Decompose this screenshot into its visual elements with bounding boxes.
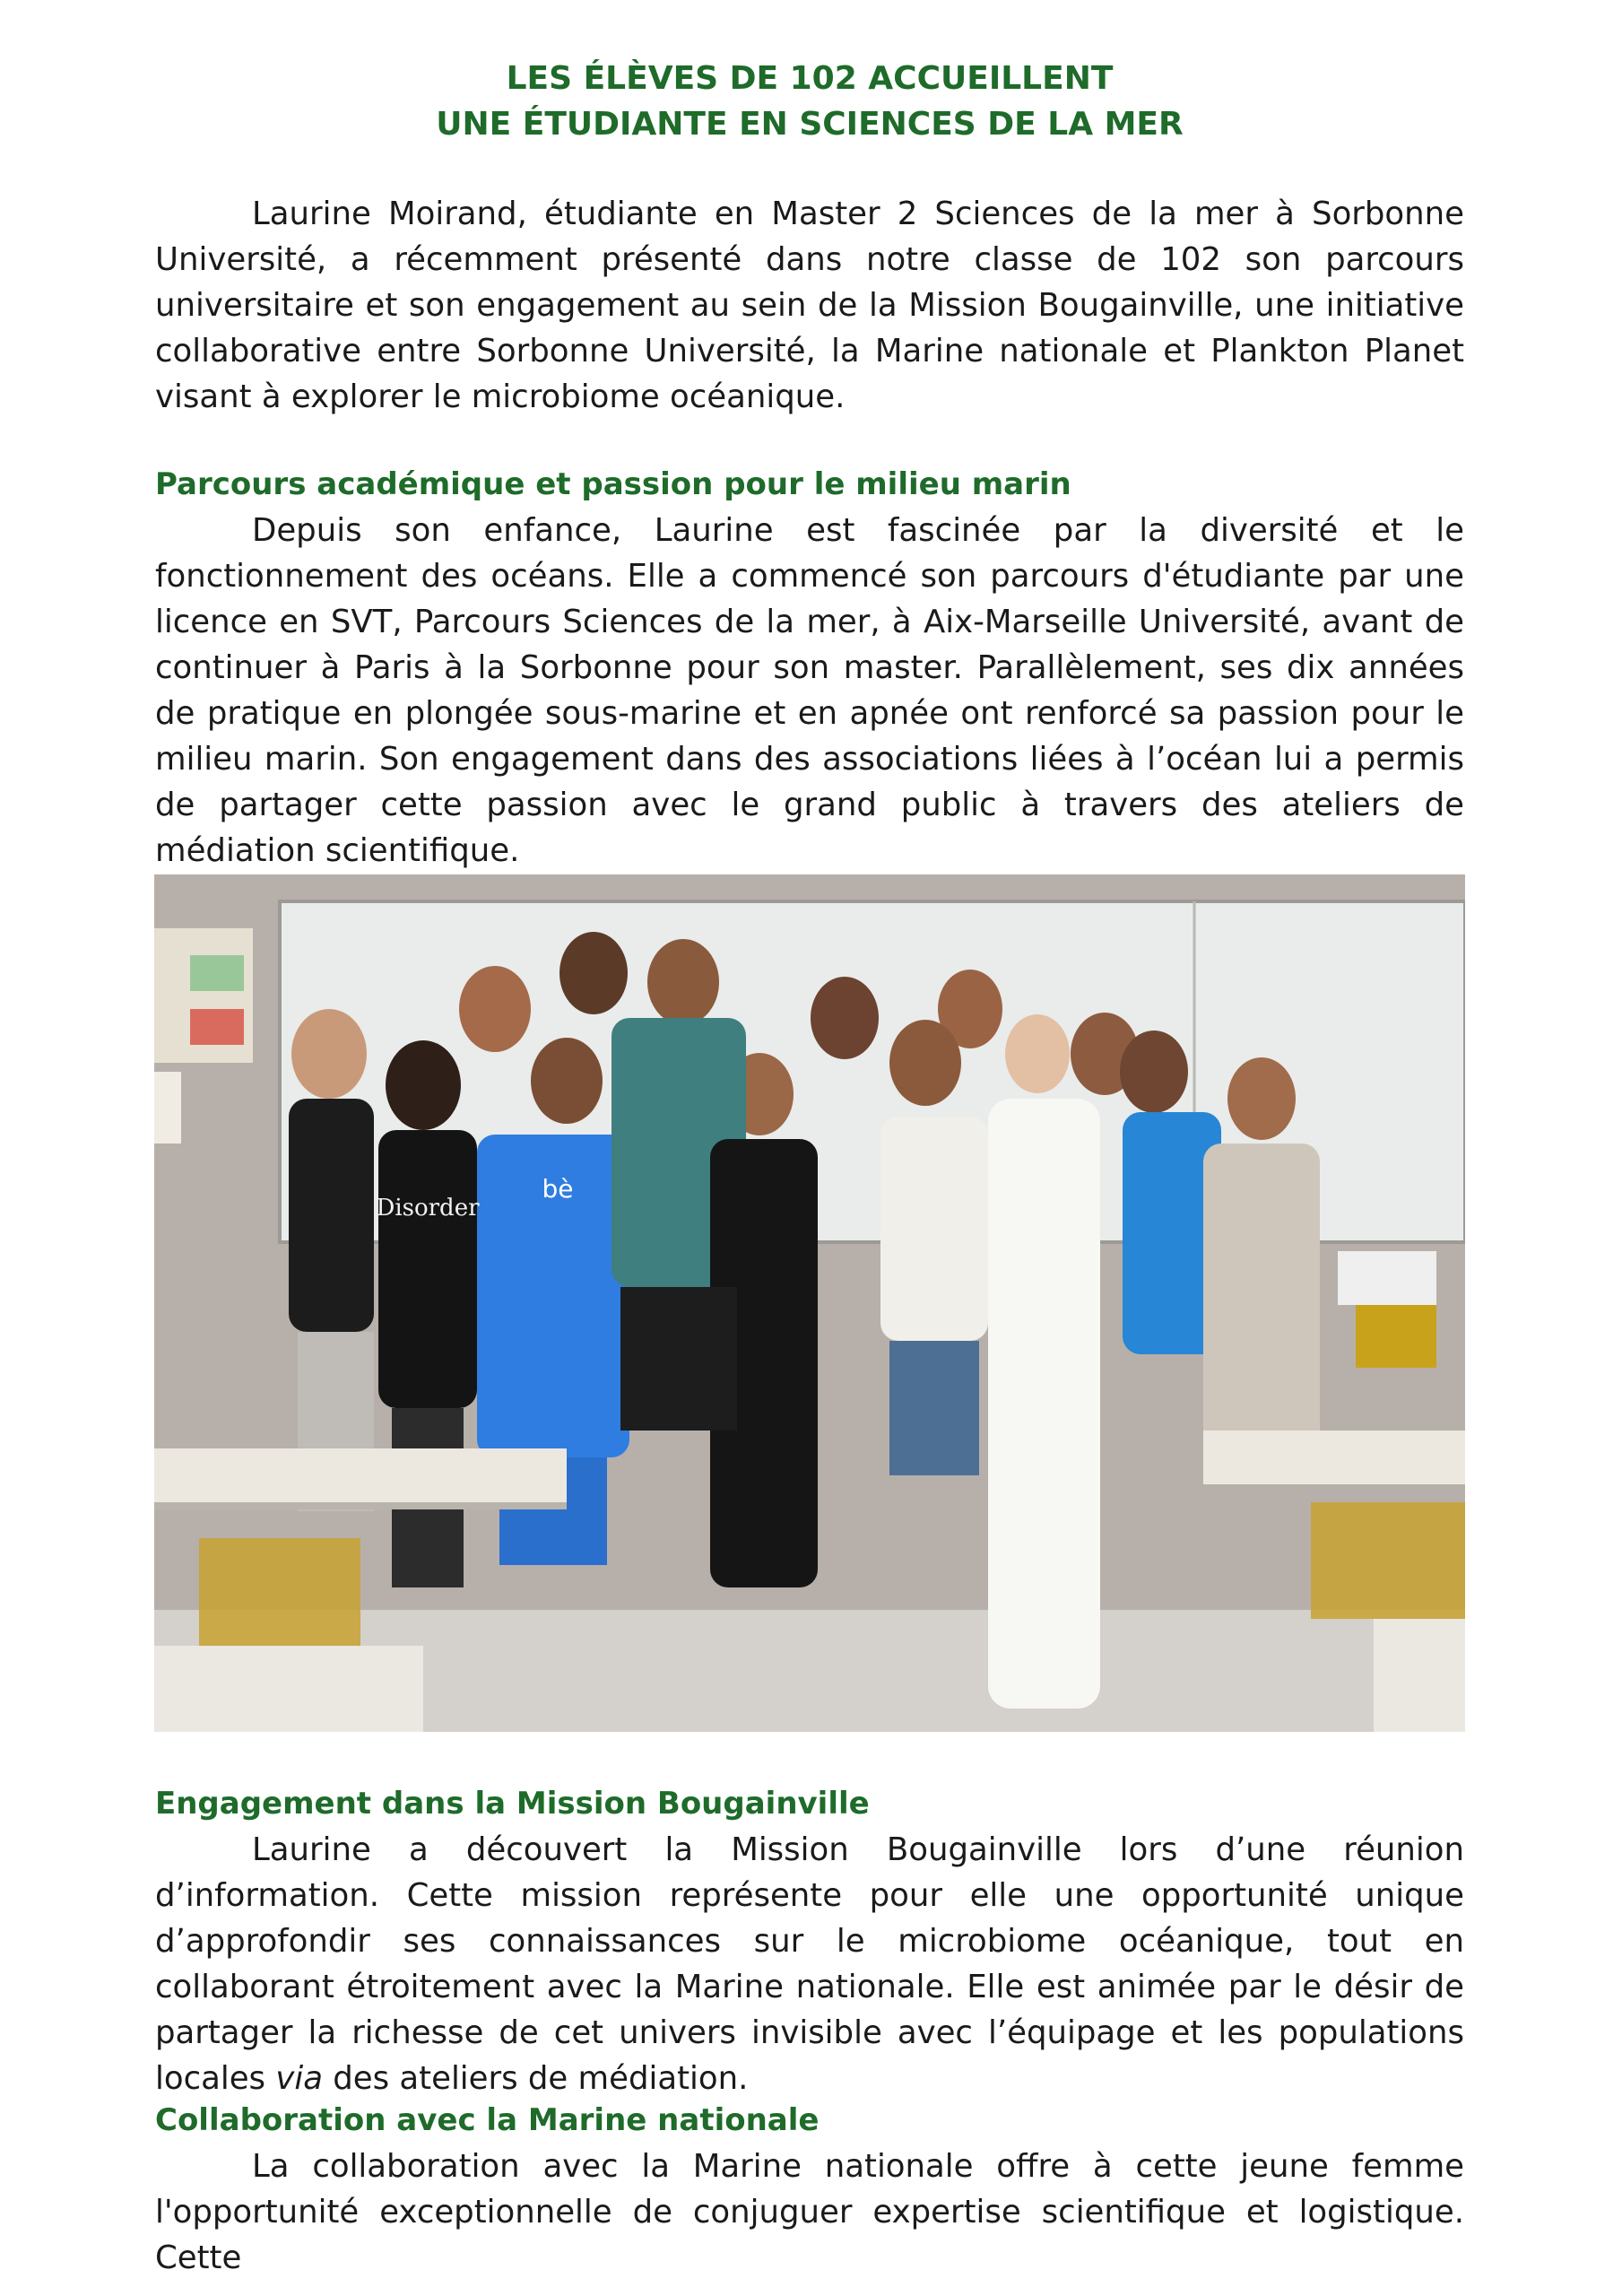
class-photo-image [154, 874, 1465, 1732]
title-line-2: UNE ÉTUDIANTE EN SCIENCES DE LA MER [436, 106, 1184, 143]
tshirt-text: Disorder [376, 1195, 480, 1222]
body-italic-via: via [275, 2060, 323, 2097]
section-body-marine: La collaboration avec la Marine nationale offre à cette jeune femme l'opportunité exceptionnelle de conjuguer expertise scientifique et logistique. Cette [155, 2148, 1464, 2276]
class-group-photo [154, 874, 1465, 1732]
article-title [155, 56, 1464, 147]
title-line-1: LES ÉLÈVES DE 102 ACCUEILLENT [506, 60, 1114, 97]
body-text-part-1: Laurine a découvert la Mission Bougainville lors d’une réunion d’information. Cette mission représente pour elle une opportunité unique d’approfondir ses connaissances sur le microbiome océanique, tout en collaborant étroitement avec la Marine nationale. Elle est animée par le désir de partager la richesse de cet univers invisible avec l’équipage et les populations locales [155, 1831, 1464, 2097]
section-body-bougainville [155, 1827, 1464, 2101]
section-heading-parcours: Parcours académique et passion pour le milieu marin [155, 466, 1071, 502]
intro-paragraph: Laurine Moirand, étudiante en Master 2 Sciences de la mer à Sorbonne Université, a récemment présenté dans notre classe de 102 son parcours universitaire et son engagement au sein de la Mission Bougainville, une initiative collaborative entre Sorbonne Université, la Marine nationale et Plankton Planet visant à explorer le microbiome océanique. [155, 196, 1464, 415]
section-heading-marine: Collaboration avec la Marine nationale [155, 2102, 820, 2138]
section-body-parcours: Depuis son enfance, Laurine est fascinée par la diversité et le fonctionnement des océans. Elle a commencé son parcours d'étudiante par une licence en SVT, Parcours Sciences de la mer, à Aix-Marseille Université, avant de continuer à Paris à la Sorbonne pour son master. Parallèlement, ses dix années de pratique en plongée sous-marine et en apnée ont renforcé sa passion pour le milieu marin. Son engagement dans des associations liées à l’océan lui a permis de partager cette passion avec le grand public à travers des ateliers de médiation scientifique. [155, 512, 1464, 869]
section-heading-bougainville: Engagement dans la Mission Bougainville [155, 1786, 870, 1822]
body-text-part-2: des ateliers de médiation. [322, 2060, 749, 2097]
jersey-text: bè [542, 1174, 574, 1204]
